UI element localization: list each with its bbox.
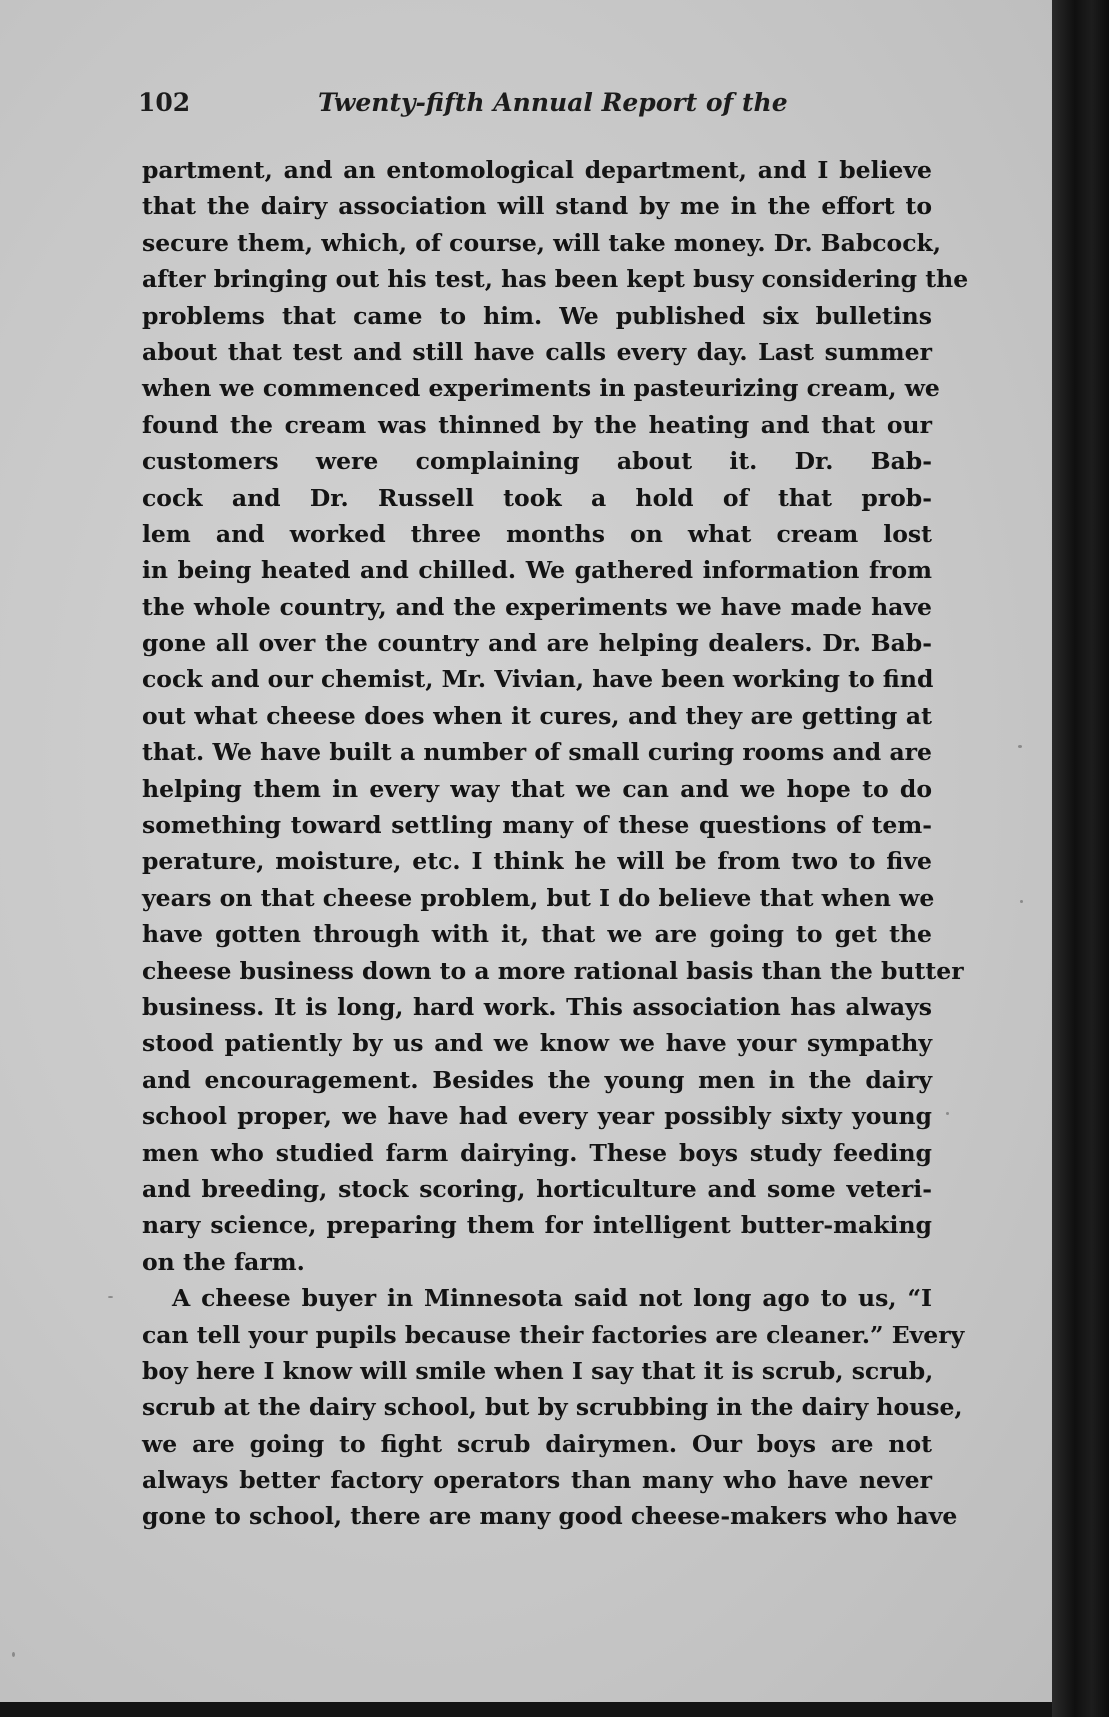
- text-line: boy here I know will smile when I say that it is scrub, scrub,: [142, 1356, 934, 1385]
- text-line: cock and our chemist, Mr. Vivian, have been working to find: [142, 665, 934, 694]
- body-text: [142, 152, 969, 1535]
- text-line: and breeding, stock scoring, horticulture and some veteri-: [142, 1174, 932, 1203]
- text-line: customers were complaining about it. Dr. Bab-: [142, 447, 932, 476]
- text-line: we are going to fight scrub dairymen. Our boys are not: [142, 1429, 932, 1458]
- text-line: that the dairy association will stand by me in the effort to: [142, 192, 932, 221]
- text-line: gone to school, there are many good cheese-makers who have: [142, 1502, 958, 1531]
- text-line: scrub at the dairy school, but by scrubbing in the dairy house,: [142, 1393, 963, 1422]
- page-header: [138, 88, 788, 124]
- text-line: the whole country, and the experiments we have made have: [142, 592, 932, 621]
- paper-speck: [946, 1112, 949, 1115]
- text-line: school proper, we have had every year possibly sixty young: [142, 1102, 932, 1131]
- page-number: 102: [138, 88, 191, 117]
- text-line: lem and worked three months on what cream lost: [142, 519, 932, 548]
- text-line: cheese business down to a more rational basis than the butter: [142, 956, 964, 985]
- paragraph: [142, 152, 969, 1280]
- text-line: found the cream was thinned by the heating and that our: [142, 410, 932, 439]
- text-line: after bringing out his test, has been kept busy considering the: [142, 265, 969, 294]
- text-line: on the farm.: [142, 1247, 305, 1276]
- text-line: have gotten through with it, that we are going to get the: [142, 920, 932, 949]
- text-line: always better factory operators than many who have never: [142, 1466, 932, 1495]
- text-line: secure them, which, of course, will take money. Dr. Babcock,: [142, 228, 941, 257]
- text-line: cock and Dr. Russell took a hold of that prob-: [142, 483, 932, 512]
- text-line: perature, moisture, etc. I think he will be from two to five: [142, 847, 932, 876]
- text-line: about that test and still have calls every day. Last summer: [142, 337, 932, 366]
- paper-speck: [12, 1652, 15, 1657]
- text-line: that. We have built a number of small curing rooms and are: [142, 738, 932, 767]
- text-line: when we commenced experiments in pasteurizing cream, we: [142, 374, 940, 403]
- paragraph: [142, 1280, 965, 1535]
- paper-speck: [1018, 745, 1022, 748]
- text-line: something toward settling many of these questions of tem-: [142, 811, 932, 840]
- text-line: years on that cheese problem, but I do believe that when we: [142, 883, 935, 912]
- book-binding: [1052, 0, 1109, 1717]
- text-line: out what cheese does when it cures, and they are getting at: [142, 701, 932, 730]
- text-line: A cheese buyer in Minnesota said not long ago to us, “I: [172, 1284, 932, 1313]
- running-head: Twenty-fifth Annual Report of the: [318, 88, 788, 117]
- text-line: partment, and an entomological department, and I believe: [142, 156, 932, 184]
- text-line: men who studied farm dairying. These boys study feeding: [142, 1138, 932, 1167]
- text-line: can tell your pupils because their factories are cleaner.” Every: [142, 1320, 965, 1349]
- paper-speck: [108, 1296, 113, 1298]
- paper-speck: [1020, 900, 1023, 903]
- text-line: in being heated and chilled. We gathered information from: [142, 556, 932, 585]
- page-bottom-edge: [0, 1702, 1052, 1717]
- text-line: and encouragement. Besides the young men in the dairy: [142, 1065, 932, 1094]
- text-line: business. It is long, hard work. This association has always: [142, 992, 932, 1021]
- text-line: nary science, preparing them for intelligent butter-making: [142, 1211, 932, 1240]
- text-line: helping them in every way that we can and we hope to do: [142, 774, 932, 803]
- text-line: gone all over the country and are helping dealers. Dr. Bab-: [142, 629, 932, 658]
- text-line: problems that came to him. We published six bulletins: [142, 301, 932, 330]
- text-line: stood patiently by us and we know we have your sympathy: [142, 1029, 932, 1058]
